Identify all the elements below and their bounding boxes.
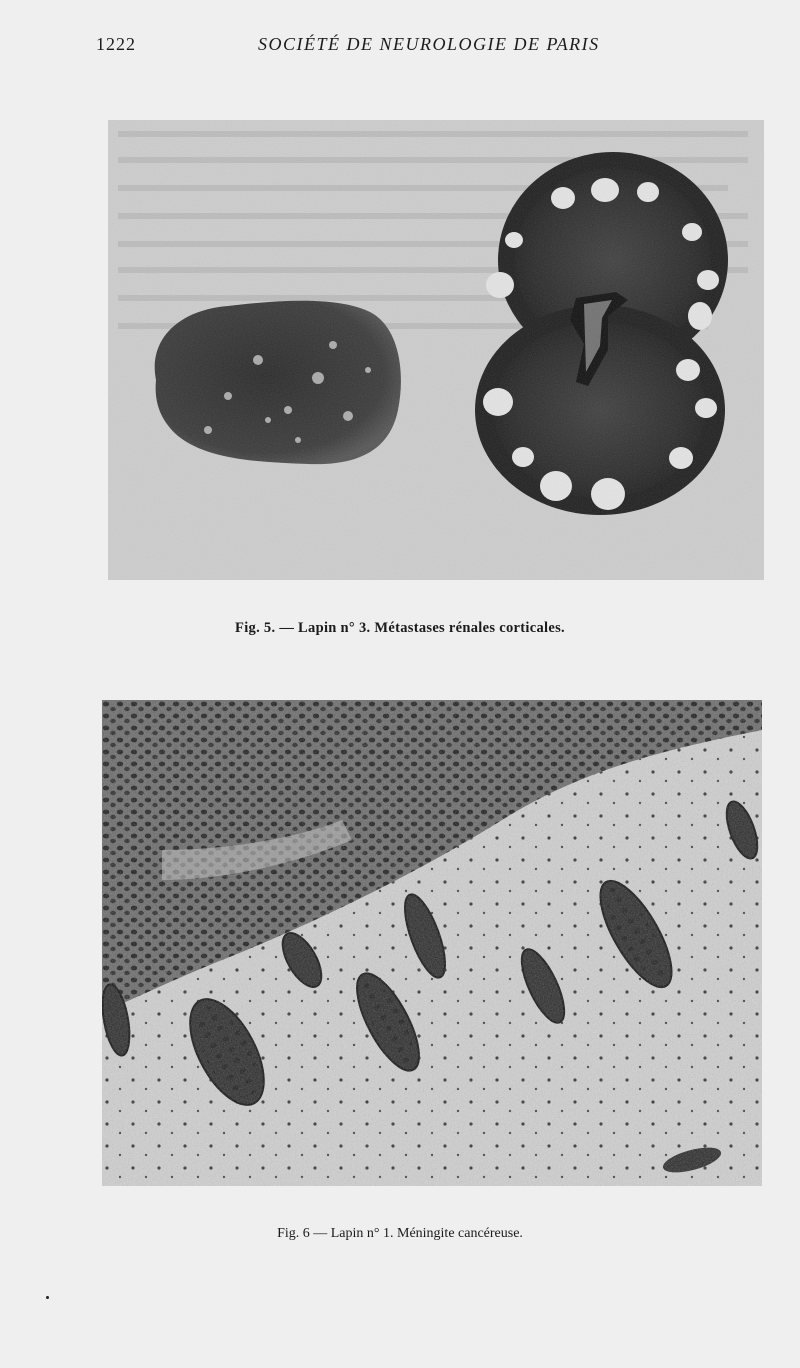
micrograph-svg <box>102 700 762 1186</box>
page-number: 1222 <box>96 34 136 54</box>
kidney-sections-svg <box>108 120 764 580</box>
kidney-sections-photograph <box>108 120 764 580</box>
running-head: SOCIÉTÉ DE NEUROLOGIE DE PARIS <box>258 34 600 54</box>
figure-6-caption: Fig. 6 — Lapin n° 1. Méningite cancéreuse. <box>277 1226 523 1241</box>
figure-5-caption: Fig. 5. — Lapin n° 3. Métastases rénales corticales. <box>235 620 565 636</box>
histology-micrograph <box>102 700 762 1186</box>
ink-speck <box>46 1296 49 1299</box>
